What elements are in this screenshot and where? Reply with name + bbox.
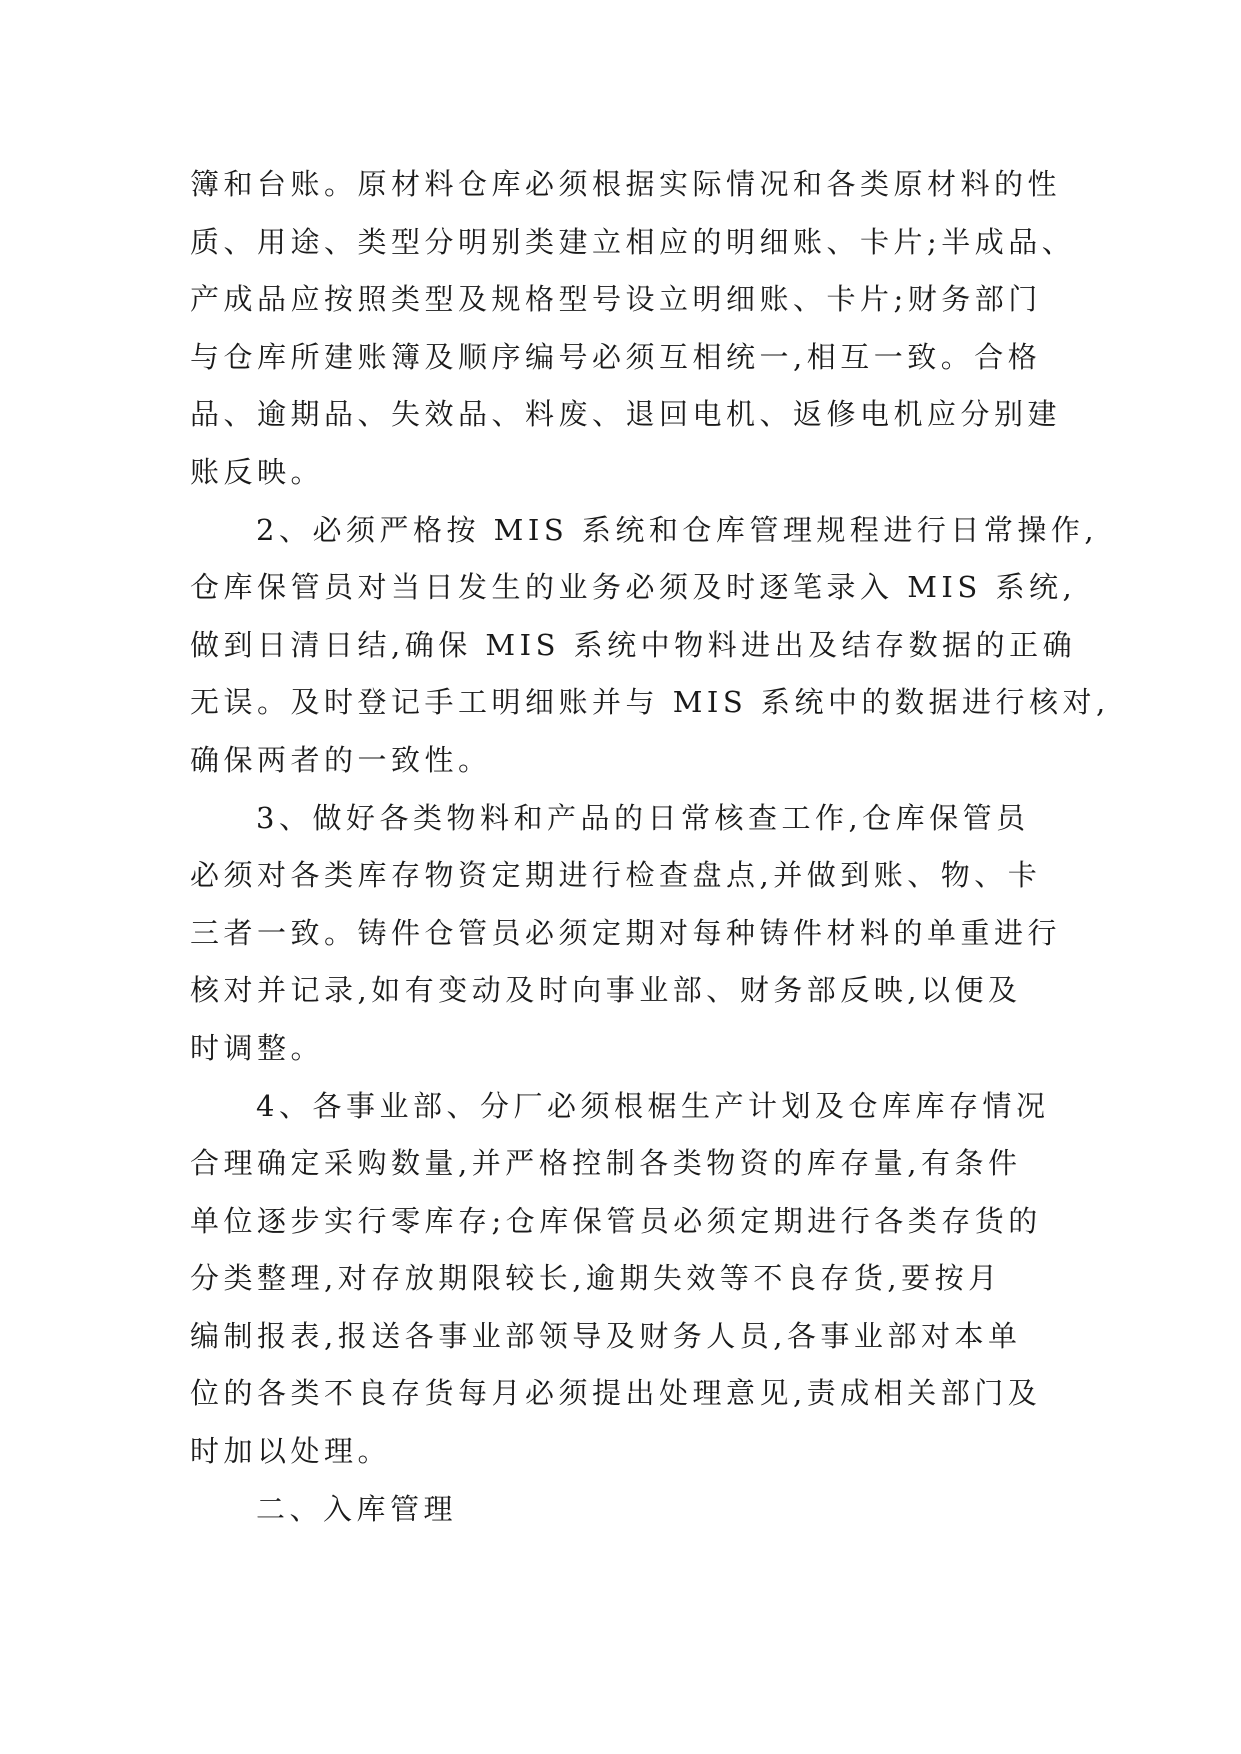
text-line: 核对并记录,如有变动及时向事业部、财务部反映,以便及 [190,973,1022,1008]
section-heading: 二、入库管理 [256,1491,458,1526]
text-line: 确保两者的一致性。 [190,742,492,777]
text-line: 时加以处理。 [190,1434,392,1469]
text-line: 单位逐步实行零库存;仓库保管员必须定期进行各类存货的 [190,1203,1042,1238]
text-line: 分类整理,对存放期限较长,逾期失效等不良存货,要按月 [190,1261,1002,1296]
text-line: 簿和台账。原材料仓库必须根据实际情况和各类原材料的性 [190,167,1062,201]
document-body [190,156,1110,1538]
paragraph-4-start: 4、各事业部、分厂必须根椐生产计划及仓库库存情况 [256,1088,1050,1123]
paragraph-3-start: 3、做好各类物料和产品的日常核查工作,仓库保管员 [256,800,1030,835]
text-line: 三者一致。铸件仓管员必须定期对每种铸件材料的单重进行 [190,915,1062,950]
paragraph-2-start: 2、必须严格按 MIS 系统和仓库管理规程进行日常操作, [256,512,1099,547]
text-line: 无误。及时登记手工明细账并与 MIS 系统中的数据进行核对, [190,685,1110,720]
text-line: 账反映。 [190,454,325,489]
text-line: 与仓库所建账簿及顺序编号必须互相统一,相互一致。合格 [190,339,1042,374]
text-line: 编制报表,报送各事业部领导及财务人员,各事业部对本单 [190,1318,1022,1353]
text-line: 品、逾期品、失效品、料废、退回电机、返修电机应分别建 [190,397,1062,432]
text-line: 产成品应按照类型及规格型号设立明细账、卡片;财务部门 [190,282,1042,317]
text-line: 合理确定采购数量,并严格控制各类物资的库存量,有条件 [190,1146,1022,1181]
text-line: 做到日清日结,确保 MIS 系统中物料进出及结存数据的正确 [190,627,1077,662]
text-line: 时调整。 [190,1030,325,1065]
text-line: 仓库保管员对当日发生的业务必须及时逐笔录入 MIS 系统, [190,570,1077,605]
text-line: 质、用途、类型分明别类建立相应的明细账、卡片;半成品、 [190,224,1076,259]
text-line: 必须对各类库存物资定期进行检查盘点,并做到账、物、卡 [190,858,1042,893]
text-line: 位的各类不良存货每月必须提出处理意见,责成相关部门及 [190,1376,1042,1411]
